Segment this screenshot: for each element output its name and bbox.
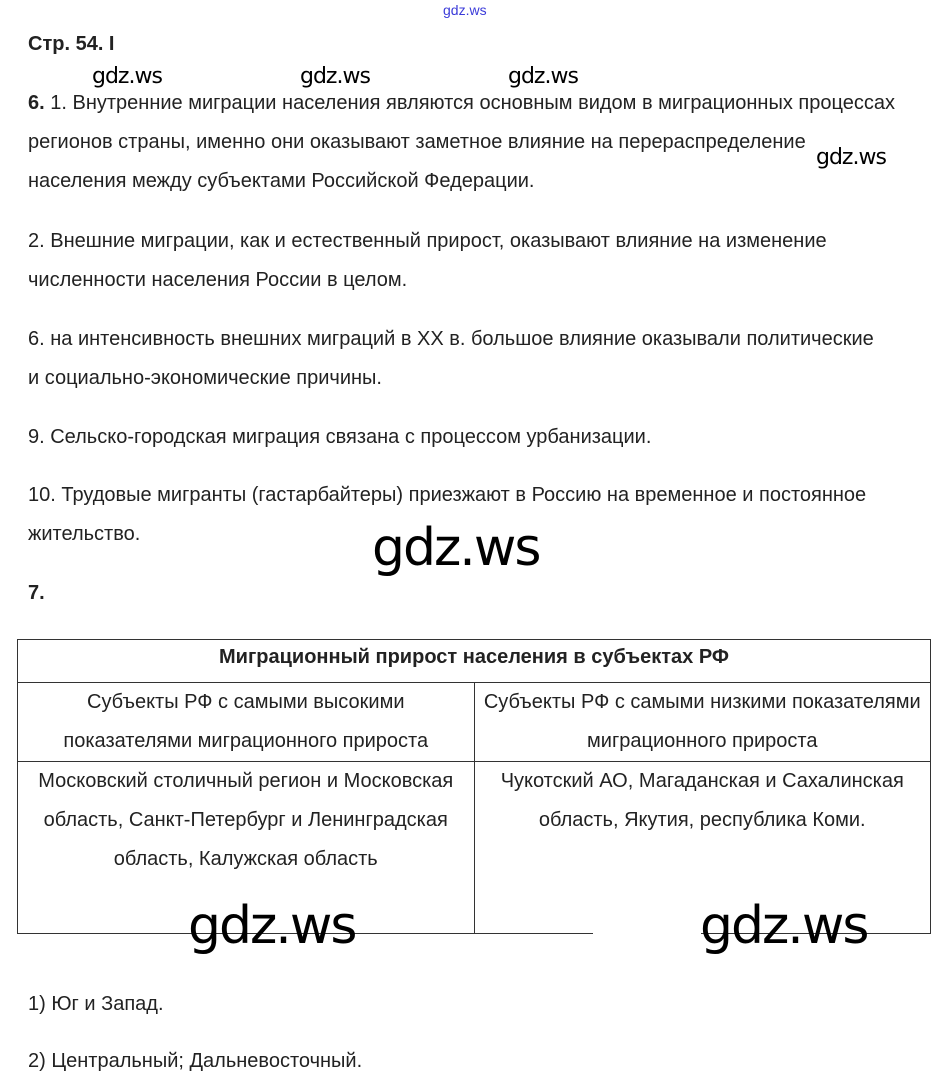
task6-item-1 xyxy=(28,84,908,201)
table-cell-low: Чукотский АО, Магаданская и Сахалинская область, Якутия, республика Коми. xyxy=(474,762,931,934)
task6-item-2: 2. Внешние миграции, как и естественный прирост, оказывают влияние на изменение численности населения России в целом. xyxy=(28,230,827,291)
task6-item-6: 6. на интенсивность внешних миграций в XX в. большое влияние оказывали политические и социально-экономические причины. xyxy=(28,328,874,389)
task6-number: 6. xyxy=(28,92,45,114)
task6-item-text: 1. Внутренние миграции населения являются основным видом в миграционных процессах регионов страны, именно они оказывают заметное влияние на перераспределение населения между субъектами Российской Федерации. xyxy=(28,92,895,192)
table-title: Миграционный прирост населения в субъектах РФ xyxy=(18,640,931,683)
table-header-low: Субъекты РФ с самыми низкими показателями миграционного прироста xyxy=(474,683,931,762)
watermark: gdz.ws xyxy=(188,896,356,956)
task6-item-10: 10. Трудовые мигранты (гастарбайтеры) приезжают в Россию на временное и постоянное жительство. xyxy=(28,484,867,545)
table-cell-high: Московский столичный регион и Московская область, Санкт-Петербург и Ленинградская область, Калужская область xyxy=(18,762,475,934)
task7-answer-2: 2) Центральный; Дальневосточный. xyxy=(28,1050,363,1072)
task7-answer-1: 1) Юг и Запад. xyxy=(28,993,164,1015)
task7-number: 7. xyxy=(28,582,45,604)
page-reference: Стр. 54. I xyxy=(28,33,115,55)
watermark: gdz.ws xyxy=(508,64,578,89)
watermark: gdz.ws xyxy=(92,64,162,89)
watermark-top: gdz.ws xyxy=(443,2,487,18)
migration-table xyxy=(17,639,931,934)
watermark: gdz.ws xyxy=(816,145,886,170)
task6-item-9: 9. Сельско-городская миграция связана с процессом урбанизации. xyxy=(28,426,652,448)
watermark: gdz.ws xyxy=(300,64,370,89)
watermark: gdz.ws xyxy=(372,518,540,578)
table-header-high: Субъекты РФ с самыми высокими показателями миграционного прироста xyxy=(18,683,475,762)
watermark: gdz.ws xyxy=(700,896,868,956)
border-gap xyxy=(593,931,701,935)
